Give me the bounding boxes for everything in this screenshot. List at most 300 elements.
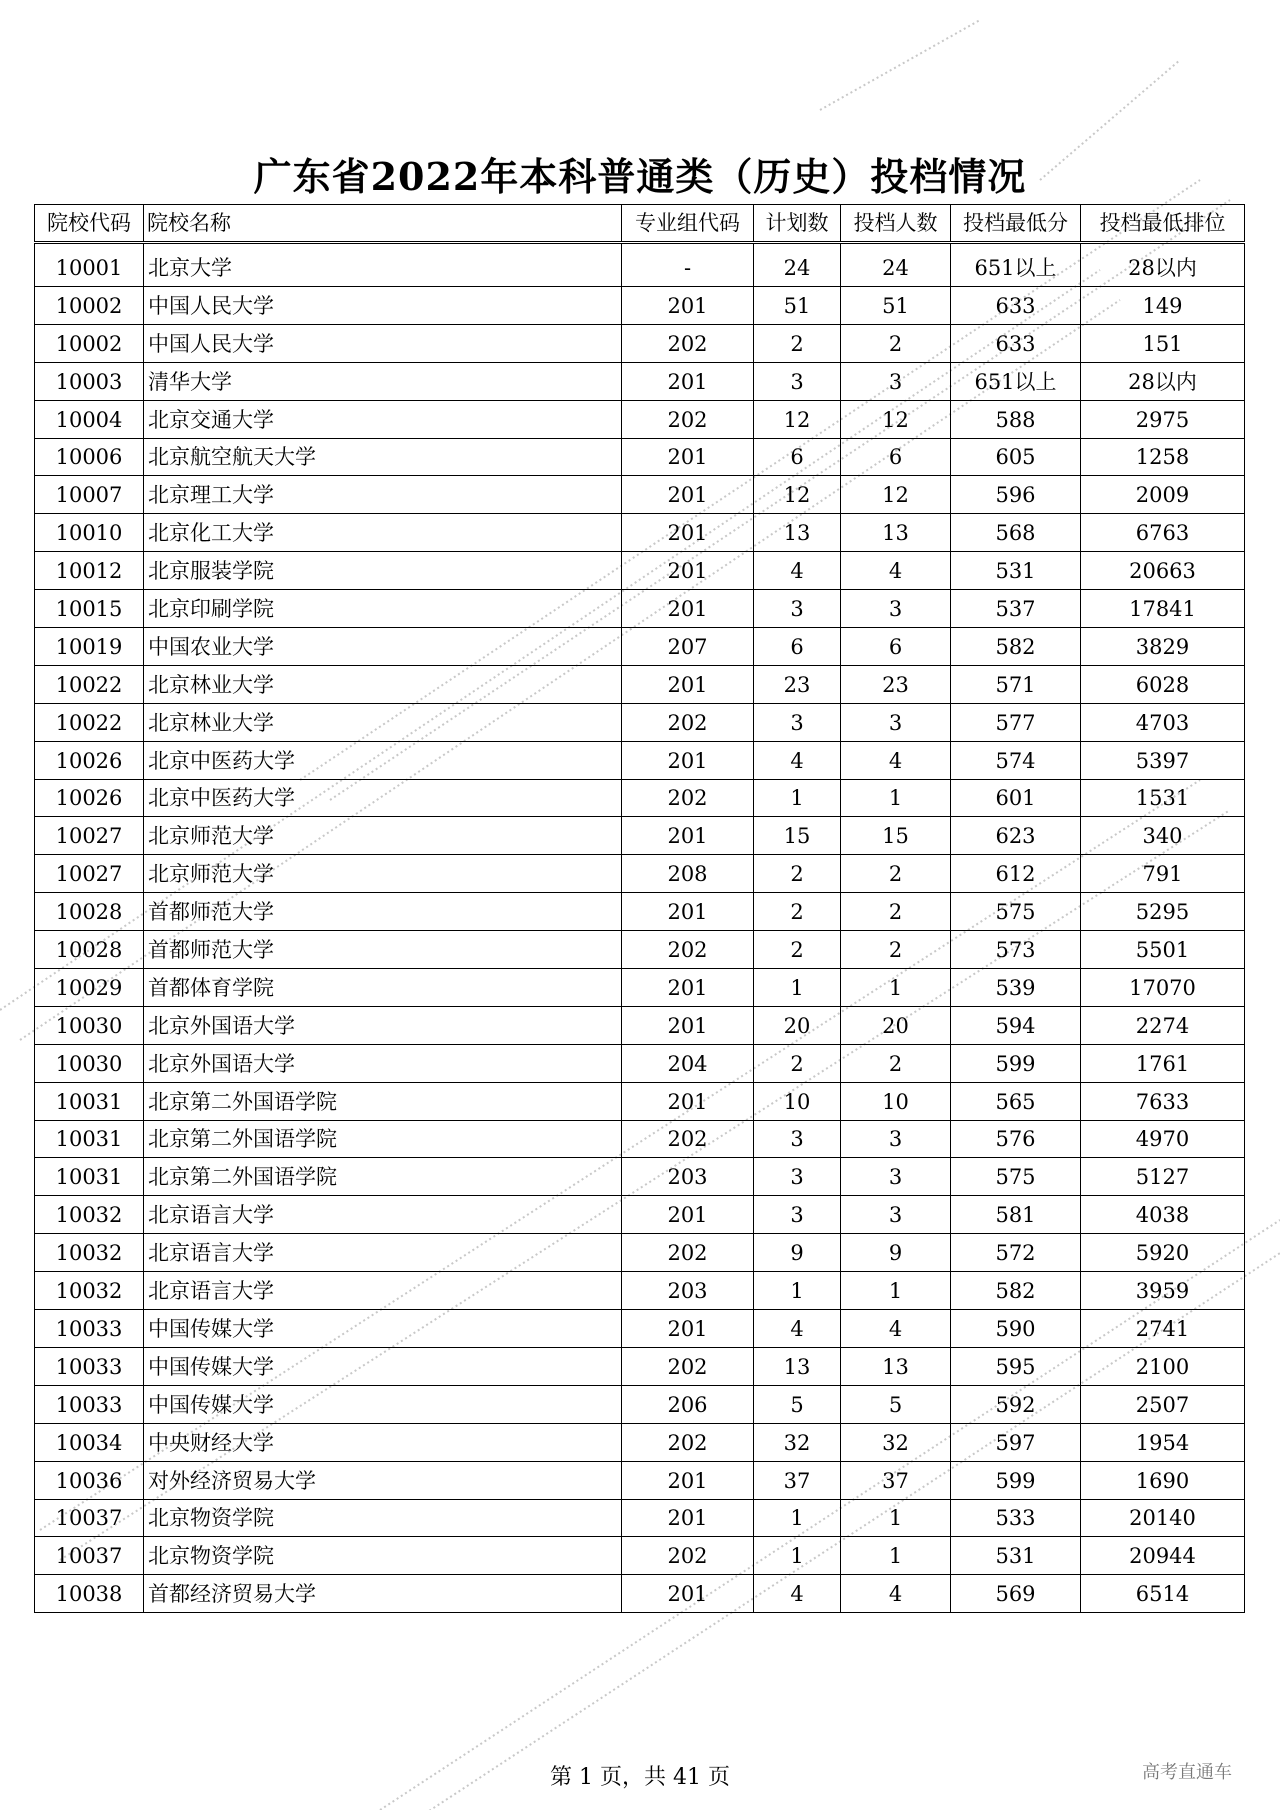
cell-min-rank: 3829 [1081,628,1245,666]
table-row [35,1196,1245,1234]
cell-plan-count: 4 [754,552,841,590]
cell-min-score: 533 [951,1499,1081,1537]
cell-group-code: 202 [622,779,754,817]
cell-plan-count: 4 [754,741,841,779]
cell-min-rank: 5397 [1081,741,1245,779]
table-row [35,893,1245,931]
table-row [35,1120,1245,1158]
cell-min-rank: 20944 [1081,1537,1245,1575]
cell-school-name: 北京中医药大学 [144,741,622,779]
cell-min-rank: 4038 [1081,1196,1245,1234]
cell-admitted-count: 3 [841,1120,951,1158]
cell-min-rank: 149 [1081,287,1245,325]
cell-school-name: 北京物资学院 [144,1537,622,1575]
cell-min-rank: 1690 [1081,1461,1245,1499]
cell-admitted-count: 1 [841,779,951,817]
cell-school-name: 北京服装学院 [144,552,622,590]
cell-plan-count: 23 [754,665,841,703]
cell-min-rank: 791 [1081,855,1245,893]
cell-admitted-count: 2 [841,855,951,893]
cell-min-rank: 1531 [1081,779,1245,817]
cell-min-rank: 5501 [1081,931,1245,969]
cell-min-score: 582 [951,1272,1081,1310]
cell-school-code: 10030 [35,1006,144,1044]
cell-group-code: 201 [622,1575,754,1613]
cell-school-code: 10001 [35,243,144,287]
cell-school-name: 首都经济贸易大学 [144,1575,622,1613]
cell-school-name: 北京师范大学 [144,817,622,855]
table-row [35,1423,1245,1461]
table-row [35,438,1245,476]
cell-min-rank: 2975 [1081,400,1245,438]
cell-plan-count: 1 [754,1537,841,1575]
cell-group-code: 201 [622,476,754,514]
cell-min-score: 574 [951,741,1081,779]
cell-plan-count: 12 [754,476,841,514]
cell-school-name: 北京印刷学院 [144,590,622,628]
cell-plan-count: 1 [754,779,841,817]
cell-admitted-count: 3 [841,1196,951,1234]
cell-admitted-count: 6 [841,628,951,666]
cell-group-code: 208 [622,855,754,893]
cell-min-score: 565 [951,1082,1081,1120]
table-row [35,590,1245,628]
cell-admitted-count: 20 [841,1006,951,1044]
cell-school-code: 10033 [35,1310,144,1348]
table-row [35,703,1245,741]
cell-group-code: 201 [622,1006,754,1044]
cell-admitted-count: 1 [841,1499,951,1537]
cell-school-code: 10022 [35,665,144,703]
cell-plan-count: 6 [754,628,841,666]
table-row [35,1272,1245,1310]
cell-school-name: 北京物资学院 [144,1499,622,1537]
cell-min-rank: 1954 [1081,1423,1245,1461]
cell-group-code: 202 [622,1234,754,1272]
cell-group-code: 201 [622,893,754,931]
cell-admitted-count: 2 [841,893,951,931]
cell-school-name: 北京理工大学 [144,476,622,514]
cell-admitted-count: 5 [841,1385,951,1423]
cell-admitted-count: 1 [841,1272,951,1310]
table-header-row [35,205,1245,243]
cell-min-score: 571 [951,665,1081,703]
cell-min-rank: 20663 [1081,552,1245,590]
cell-plan-count: 2 [754,931,841,969]
cell-school-name: 北京林业大学 [144,703,622,741]
cell-min-score: 595 [951,1347,1081,1385]
cell-plan-count: 3 [754,362,841,400]
cell-school-name: 中国人民大学 [144,324,622,362]
column-header-group-code: 专业组代码 [622,205,754,243]
cell-admitted-count: 2 [841,1044,951,1082]
table-row [35,1575,1245,1613]
cell-min-score: 575 [951,893,1081,931]
table-row [35,931,1245,969]
cell-min-rank: 2741 [1081,1310,1245,1348]
cell-admitted-count: 3 [841,703,951,741]
cell-plan-count: 12 [754,400,841,438]
cell-school-name: 北京交通大学 [144,400,622,438]
cell-plan-count: 4 [754,1310,841,1348]
cell-min-rank: 340 [1081,817,1245,855]
cell-school-name: 北京语言大学 [144,1234,622,1272]
cell-school-code: 10028 [35,893,144,931]
brand-label: 高考直通车 [1142,1762,1232,1783]
cell-min-score: 623 [951,817,1081,855]
table-row [35,817,1245,855]
cell-min-rank: 2507 [1081,1385,1245,1423]
cell-school-name: 首都师范大学 [144,893,622,931]
column-header-school-code: 院校代码 [35,205,144,243]
cell-plan-count: 6 [754,438,841,476]
cell-plan-count: 2 [754,893,841,931]
column-header-admitted-count: 投档人数 [841,205,951,243]
table-row [35,362,1245,400]
table-row [35,969,1245,1007]
cell-min-score: 599 [951,1461,1081,1499]
table-row [35,1082,1245,1120]
cell-school-name: 对外经济贸易大学 [144,1461,622,1499]
cell-admitted-count: 4 [841,552,951,590]
cell-admitted-count: 23 [841,665,951,703]
cell-school-name: 中国传媒大学 [144,1310,622,1348]
cell-min-rank: 1258 [1081,438,1245,476]
cell-group-code: 201 [622,1082,754,1120]
cell-admitted-count: 12 [841,476,951,514]
cell-group-code: 202 [622,1537,754,1575]
cell-min-score: 592 [951,1385,1081,1423]
cell-plan-count: 2 [754,1044,841,1082]
table-row [35,1158,1245,1196]
cell-plan-count: 15 [754,817,841,855]
cell-admitted-count: 37 [841,1461,951,1499]
cell-plan-count: 20 [754,1006,841,1044]
table-row [35,1310,1245,1348]
table-row [35,1347,1245,1385]
cell-school-name: 北京外国语大学 [144,1006,622,1044]
cell-group-code: 207 [622,628,754,666]
cell-group-code: 201 [622,741,754,779]
cell-school-code: 10027 [35,817,144,855]
table-row [35,287,1245,325]
cell-group-code: 201 [622,665,754,703]
cell-school-code: 10033 [35,1385,144,1423]
cell-school-code: 10030 [35,1044,144,1082]
cell-min-rank: 3959 [1081,1272,1245,1310]
cell-school-name: 北京化工大学 [144,514,622,552]
cell-admitted-count: 4 [841,741,951,779]
cell-admitted-count: 24 [841,243,951,287]
cell-admitted-count: 13 [841,514,951,552]
cell-min-rank: 6514 [1081,1575,1245,1613]
cell-min-score: 575 [951,1158,1081,1196]
cell-plan-count: 4 [754,1575,841,1613]
table-row [35,741,1245,779]
cell-admitted-count: 3 [841,1158,951,1196]
cell-min-rank: 20140 [1081,1499,1245,1537]
column-header-min-score: 投档最低分 [951,205,1081,243]
cell-school-code: 10033 [35,1347,144,1385]
cell-school-code: 10026 [35,779,144,817]
cell-min-score: 569 [951,1575,1081,1613]
table-row [35,665,1245,703]
cell-plan-count: 3 [754,1120,841,1158]
cell-min-score: 599 [951,1044,1081,1082]
cell-admitted-count: 1 [841,1537,951,1575]
cell-min-score: 581 [951,1196,1081,1234]
cell-school-name: 北京第二外国语学院 [144,1120,622,1158]
cell-min-rank: 2009 [1081,476,1245,514]
cell-min-rank: 6028 [1081,665,1245,703]
cell-min-score: 531 [951,1537,1081,1575]
cell-min-rank: 17841 [1081,590,1245,628]
cell-min-score: 597 [951,1423,1081,1461]
cell-group-code: 203 [622,1158,754,1196]
cell-admitted-count: 4 [841,1575,951,1613]
cell-group-code: 201 [622,817,754,855]
cell-min-rank: 2100 [1081,1347,1245,1385]
cell-plan-count: 13 [754,1347,841,1385]
cell-school-code: 10031 [35,1120,144,1158]
cell-group-code: 201 [622,590,754,628]
cell-school-name: 北京中医药大学 [144,779,622,817]
column-header-school-name: 院校名称 [144,205,622,243]
cell-plan-count: 1 [754,969,841,1007]
cell-school-code: 10022 [35,703,144,741]
column-header-plan-count: 计划数 [754,205,841,243]
table-row [35,243,1245,287]
cell-school-code: 10002 [35,287,144,325]
cell-min-score: 633 [951,287,1081,325]
table-row [35,400,1245,438]
cell-min-rank: 7633 [1081,1082,1245,1120]
table-row [35,552,1245,590]
cell-min-score: 577 [951,703,1081,741]
cell-min-rank: 5920 [1081,1234,1245,1272]
cell-group-code: 201 [622,438,754,476]
table-row [35,628,1245,666]
cell-plan-count: 1 [754,1272,841,1310]
cell-min-rank: 5295 [1081,893,1245,931]
cell-group-code: 202 [622,324,754,362]
cell-school-code: 10004 [35,400,144,438]
cell-admitted-count: 2 [841,324,951,362]
cell-min-score: 612 [951,855,1081,893]
cell-group-code: 202 [622,703,754,741]
cell-min-rank: 6763 [1081,514,1245,552]
cell-admitted-count: 15 [841,817,951,855]
admission-table [34,204,1245,1613]
cell-group-code: 201 [622,287,754,325]
cell-school-name: 北京师范大学 [144,855,622,893]
cell-admitted-count: 13 [841,1347,951,1385]
cell-group-code: 201 [622,1310,754,1348]
cell-admitted-count: 2 [841,931,951,969]
table-row [35,1006,1245,1044]
cell-school-code: 10032 [35,1272,144,1310]
cell-min-score: 537 [951,590,1081,628]
cell-plan-count: 13 [754,514,841,552]
cell-min-score: 573 [951,931,1081,969]
cell-min-score: 590 [951,1310,1081,1348]
cell-min-score: 572 [951,1234,1081,1272]
cell-group-code: 202 [622,1423,754,1461]
cell-min-score: 588 [951,400,1081,438]
page-title: 广东省2022年本科普通类（历史）投档情况 [253,154,1027,199]
cell-group-code: 203 [622,1272,754,1310]
cell-group-code: 201 [622,1196,754,1234]
cell-group-code: 201 [622,552,754,590]
cell-admitted-count: 1 [841,969,951,1007]
cell-school-code: 10031 [35,1158,144,1196]
cell-admitted-count: 9 [841,1234,951,1272]
table-row [35,476,1245,514]
cell-school-name: 中国传媒大学 [144,1385,622,1423]
cell-min-score: 605 [951,438,1081,476]
cell-school-code: 10028 [35,931,144,969]
cell-school-code: 10002 [35,324,144,362]
cell-school-name: 中国人民大学 [144,287,622,325]
cell-min-rank: 28以内 [1081,243,1245,287]
cell-min-score: 596 [951,476,1081,514]
cell-school-name: 中央财经大学 [144,1423,622,1461]
cell-school-name: 北京语言大学 [144,1272,622,1310]
cell-admitted-count: 51 [841,287,951,325]
table-body [35,243,1245,1613]
cell-admitted-count: 32 [841,1423,951,1461]
cell-school-code: 10034 [35,1423,144,1461]
cell-group-code: 201 [622,514,754,552]
cell-admitted-count: 12 [841,400,951,438]
cell-plan-count: 3 [754,703,841,741]
cell-plan-count: 32 [754,1423,841,1461]
table-row [35,1537,1245,1575]
cell-school-code: 10029 [35,969,144,1007]
table-row [35,514,1245,552]
cell-school-code: 10037 [35,1537,144,1575]
cell-school-name: 首都师范大学 [144,931,622,969]
cell-group-code: 202 [622,931,754,969]
cell-school-code: 10032 [35,1196,144,1234]
cell-plan-count: 2 [754,855,841,893]
cell-plan-count: 3 [754,1158,841,1196]
cell-school-code: 10031 [35,1082,144,1120]
cell-school-name: 中国农业大学 [144,628,622,666]
cell-school-name: 北京外国语大学 [144,1044,622,1082]
table-row [35,1234,1245,1272]
cell-school-code: 10012 [35,552,144,590]
table-row [35,1385,1245,1423]
cell-min-score: 576 [951,1120,1081,1158]
cell-school-code: 10032 [35,1234,144,1272]
cell-min-score: 651以上 [951,362,1081,400]
cell-group-code: - [622,243,754,287]
cell-school-name: 清华大学 [144,362,622,400]
cell-plan-count: 3 [754,1196,841,1234]
cell-min-score: 539 [951,969,1081,1007]
cell-school-code: 10010 [35,514,144,552]
cell-school-code: 10037 [35,1499,144,1537]
cell-school-code: 10027 [35,855,144,893]
cell-group-code: 202 [622,1347,754,1385]
cell-plan-count: 5 [754,1385,841,1423]
cell-school-code: 10007 [35,476,144,514]
cell-school-code: 10026 [35,741,144,779]
cell-group-code: 201 [622,362,754,400]
cell-school-code: 10015 [35,590,144,628]
cell-school-code: 10003 [35,362,144,400]
cell-admitted-count: 10 [841,1082,951,1120]
cell-plan-count: 9 [754,1234,841,1272]
cell-min-rank: 28以内 [1081,362,1245,400]
cell-min-score: 531 [951,552,1081,590]
cell-plan-count: 3 [754,590,841,628]
table-row [35,324,1245,362]
table-row [35,855,1245,893]
cell-school-name: 中国传媒大学 [144,1347,622,1385]
cell-school-code: 10006 [35,438,144,476]
cell-min-rank: 151 [1081,324,1245,362]
cell-min-rank: 5127 [1081,1158,1245,1196]
cell-admitted-count: 3 [841,590,951,628]
cell-school-name: 首都体育学院 [144,969,622,1007]
cell-school-name: 北京第二外国语学院 [144,1158,622,1196]
cell-min-score: 601 [951,779,1081,817]
cell-min-rank: 4703 [1081,703,1245,741]
cell-min-rank: 1761 [1081,1044,1245,1082]
cell-group-code: 201 [622,969,754,1007]
cell-min-score: 582 [951,628,1081,666]
cell-plan-count: 51 [754,287,841,325]
cell-min-rank: 4970 [1081,1120,1245,1158]
table-row [35,1461,1245,1499]
cell-school-name: 北京第二外国语学院 [144,1082,622,1120]
cell-min-score: 651以上 [951,243,1081,287]
cell-school-name: 北京语言大学 [144,1196,622,1234]
cell-group-code: 206 [622,1385,754,1423]
cell-group-code: 204 [622,1044,754,1082]
cell-admitted-count: 3 [841,362,951,400]
cell-school-code: 10038 [35,1575,144,1613]
table-row [35,1499,1245,1537]
cell-group-code: 202 [622,1120,754,1158]
column-header-min-rank: 投档最低排位 [1081,205,1245,243]
cell-plan-count: 37 [754,1461,841,1499]
table-row [35,1044,1245,1082]
cell-school-code: 10019 [35,628,144,666]
cell-group-code: 201 [622,1499,754,1537]
cell-school-name: 北京林业大学 [144,665,622,703]
cell-min-rank: 17070 [1081,969,1245,1007]
cell-plan-count: 24 [754,243,841,287]
page-footer: 第 1 页，共 41 页 [550,1765,730,1790]
cell-group-code: 201 [622,1461,754,1499]
cell-school-code: 10036 [35,1461,144,1499]
cell-school-name: 北京大学 [144,243,622,287]
cell-admitted-count: 6 [841,438,951,476]
cell-group-code: 202 [622,400,754,438]
cell-plan-count: 2 [754,324,841,362]
cell-plan-count: 10 [754,1082,841,1120]
table-row [35,779,1245,817]
cell-admitted-count: 4 [841,1310,951,1348]
cell-plan-count: 1 [754,1499,841,1537]
cell-min-score: 633 [951,324,1081,362]
cell-min-score: 568 [951,514,1081,552]
cell-min-rank: 2274 [1081,1006,1245,1044]
cell-school-name: 北京航空航天大学 [144,438,622,476]
